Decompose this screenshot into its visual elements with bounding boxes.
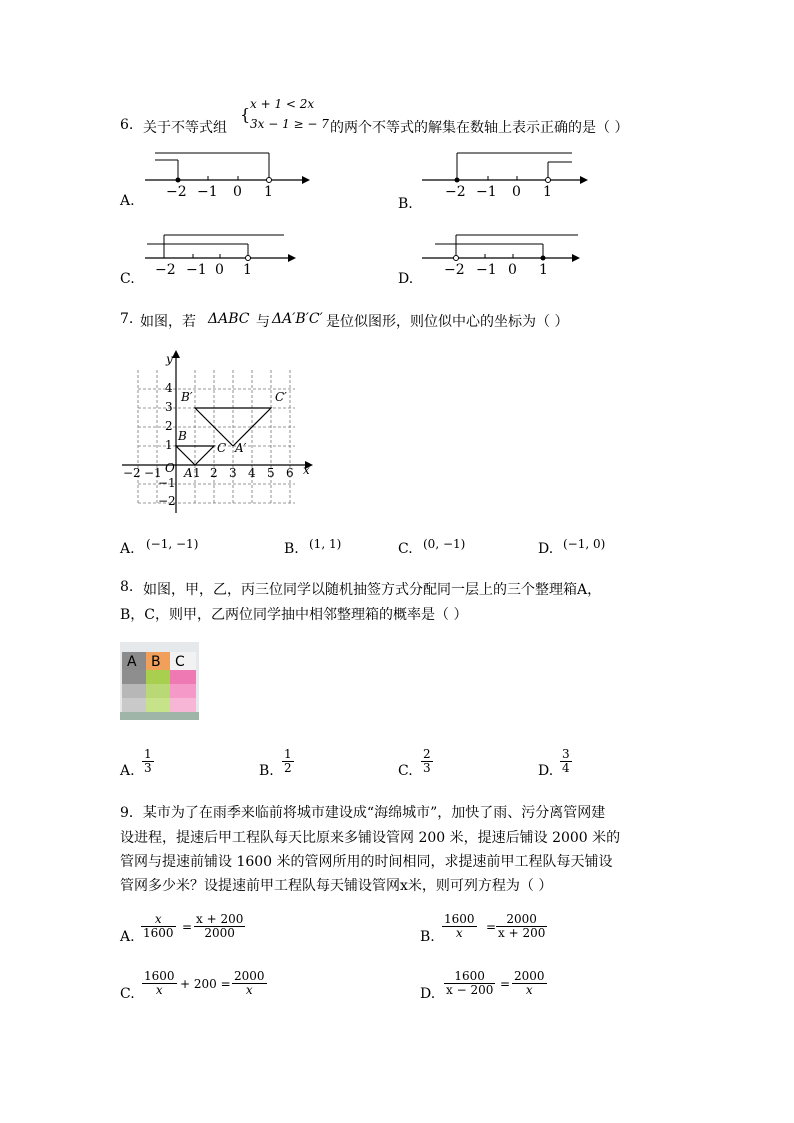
- q6-a-tick-1: 1: [264, 184, 273, 200]
- q6-c-tick-neg2: −2: [155, 262, 176, 278]
- q7-option-a-letter: A.: [120, 541, 135, 557]
- q9-line4: 管网多少米？设提速前甲工程队每天铺设管网x米，则可列方程为（ ）: [120, 878, 553, 894]
- q7-point-c: C: [217, 441, 227, 455]
- q7-option-b-letter: B.: [284, 541, 299, 557]
- q8-option-a-fraction: $\frac{1}{3}$: [144, 747, 152, 775]
- q7-x-tick: 1: [193, 466, 201, 480]
- q7-option-b-value: (1, 1): [309, 537, 342, 551]
- q9-option-a-rhs: $\frac{x + 200}{2000}$: [196, 912, 244, 940]
- q8-number: 8.: [120, 579, 134, 595]
- q6-c-tick-1: 1: [243, 262, 252, 278]
- q7-x-tick: 2: [210, 466, 218, 480]
- q8-option-d-fraction: $\frac{3}{4}$: [562, 747, 570, 775]
- q6-d-tick-neg1: −1: [476, 262, 497, 278]
- q7-coordinate-figure: [0, 0, 794, 520]
- q9-option-d-lhs: $\frac{1600}{x - 200}$: [446, 969, 494, 997]
- q8-option-c-letter: C.: [398, 763, 413, 779]
- q7-x-tick: 3: [229, 466, 237, 480]
- q6-b-tick-0: 0: [512, 184, 521, 200]
- q8-option-d-letter: D.: [538, 763, 554, 779]
- q6-b-tick-1: 1: [543, 184, 552, 200]
- q6-a-tick-neg1: −1: [197, 184, 218, 200]
- q9-line1: 9．某市为了在雨季来临前将城市建设成“海绵城市”，加快了雨、污分离管网建: [120, 805, 606, 821]
- q7-point-c-prime: C′: [275, 390, 287, 404]
- q6-suffix: 的两个不等式的解集在数轴上表示正确的是（ ）: [330, 120, 629, 136]
- q9-option-d-rhs: $\frac{2000}{x}$: [514, 969, 545, 997]
- q7-option-c-letter: C.: [398, 541, 413, 557]
- q6-d-tick-1: 1: [539, 262, 548, 278]
- q9-option-b-mid: =: [486, 920, 497, 934]
- q7-suffix: 是位似图形，则位似中心的坐标为（ ）: [326, 314, 569, 330]
- q7-option-d-value: (−1, 0): [563, 537, 606, 551]
- q6-brace: {: [240, 105, 251, 124]
- q6-option-d-letter: D.: [398, 271, 414, 287]
- q6-a-tick-neg2: −2: [166, 184, 187, 200]
- q7-triangle-abc-prime: ΔA′B′C′: [272, 311, 323, 327]
- q6-d-tick-0: 0: [508, 262, 517, 278]
- q9-option-b-rhs: $\frac{2000}{x + 200}$: [498, 912, 546, 940]
- q6-system-line1: x + 1 < 2x: [250, 97, 315, 111]
- q9-option-a-mid: =: [182, 920, 193, 934]
- q7-y-tick: 4: [165, 381, 173, 395]
- q9-option-d-letter: D.: [420, 986, 436, 1002]
- q8-line2: B，C，则甲，乙两位同学抽中相邻整理箱的概率是（ ）: [120, 607, 468, 623]
- q7-x-tick: 4: [248, 466, 256, 480]
- q6-option-c-letter: C.: [120, 271, 135, 287]
- q7-triangle-abc: ΔABC: [208, 311, 250, 327]
- q7-x-tick: 5: [267, 466, 275, 480]
- q8-option-a-letter: A.: [120, 763, 135, 779]
- q9-option-a-lhs: $\frac{x}{1600}$: [143, 912, 174, 940]
- q9-option-c-lhs: $\frac{1600}{x}$: [144, 969, 175, 997]
- q7-prefix: 如图，若: [140, 314, 196, 330]
- q7-middle: 与: [256, 314, 270, 330]
- q9-option-c-letter: C.: [120, 986, 135, 1002]
- q9-line3: 管网与提速前铺设 1600 米的管网所用的时间相同，求提速前甲工程队每天铺设: [120, 854, 613, 870]
- q6-a-tick-0: 0: [233, 184, 242, 200]
- q7-x-tick: 6: [286, 466, 294, 480]
- q6-option-b-letter: B.: [398, 196, 413, 212]
- q8-line1: 如图，甲，乙，丙三位同学以随机抽签方式分配同一层上的三个整理箱A，: [143, 582, 602, 598]
- q6-system-line2: 3x − 1 ≥ − 7: [250, 117, 329, 131]
- box-label-b: B: [151, 654, 161, 670]
- box-label-c: C: [175, 654, 185, 670]
- q7-y-label: y: [166, 352, 173, 366]
- q7-y-tick: 1: [165, 438, 173, 452]
- q6-b-tick-neg1: −1: [476, 184, 497, 200]
- q7-y-tick: 3: [165, 400, 173, 414]
- q7-origin-label: O: [165, 461, 175, 475]
- q9-option-c-rhs: $\frac{2000}{x}$: [234, 969, 265, 997]
- storage-boxes-photo: [120, 642, 199, 720]
- q6-c-tick-neg1: −1: [186, 262, 207, 278]
- q9-option-c-mid: + 200 =: [180, 977, 231, 991]
- q9-option-b-lhs: $\frac{1600}{x}$: [444, 912, 475, 940]
- q7-y-tick: 2: [165, 419, 173, 433]
- q6-b-tick-neg2: −2: [445, 184, 466, 200]
- q7-x-label: x: [303, 463, 310, 477]
- q8-option-b-letter: B.: [259, 763, 274, 779]
- q7-y-tick: −1: [158, 476, 176, 490]
- q7-point-b-prime: B′: [181, 390, 193, 404]
- q6-option-a-letter: A.: [120, 193, 135, 209]
- q7-x-tick: −1: [144, 466, 162, 480]
- q6-d-tick-neg2: −2: [444, 262, 465, 278]
- q8-option-b-fraction: $\frac{1}{2}$: [284, 747, 292, 775]
- q8-option-c-fraction: $\frac{2}{3}$: [423, 747, 431, 775]
- q6-prefix: 关于不等式组: [143, 120, 227, 136]
- q6-number: 6.: [120, 117, 134, 133]
- q7-point-b: B: [178, 429, 187, 443]
- q7-point-a: A: [184, 466, 193, 480]
- q6-c-tick-0: 0: [215, 262, 224, 278]
- q7-option-c-value: (0, −1): [423, 537, 466, 551]
- q9-line2: 设进程，提速后甲工程队每天比原来多铺设管网 200 米，提速后铺设 2000 米的: [120, 830, 621, 846]
- q9-option-b-letter: B.: [420, 929, 435, 945]
- q7-x-tick: −2: [123, 466, 141, 480]
- q7-point-a-prime: A′: [235, 441, 247, 455]
- q7-y-tick: −2: [158, 494, 176, 508]
- q7-option-a-value: (−1, −1): [146, 537, 199, 551]
- box-label-a: A: [127, 654, 137, 670]
- q9-option-a-letter: A.: [120, 929, 135, 945]
- q7-number: 7.: [120, 311, 134, 327]
- q9-option-d-mid: =: [500, 977, 511, 991]
- q7-option-d-letter: D.: [538, 541, 554, 557]
